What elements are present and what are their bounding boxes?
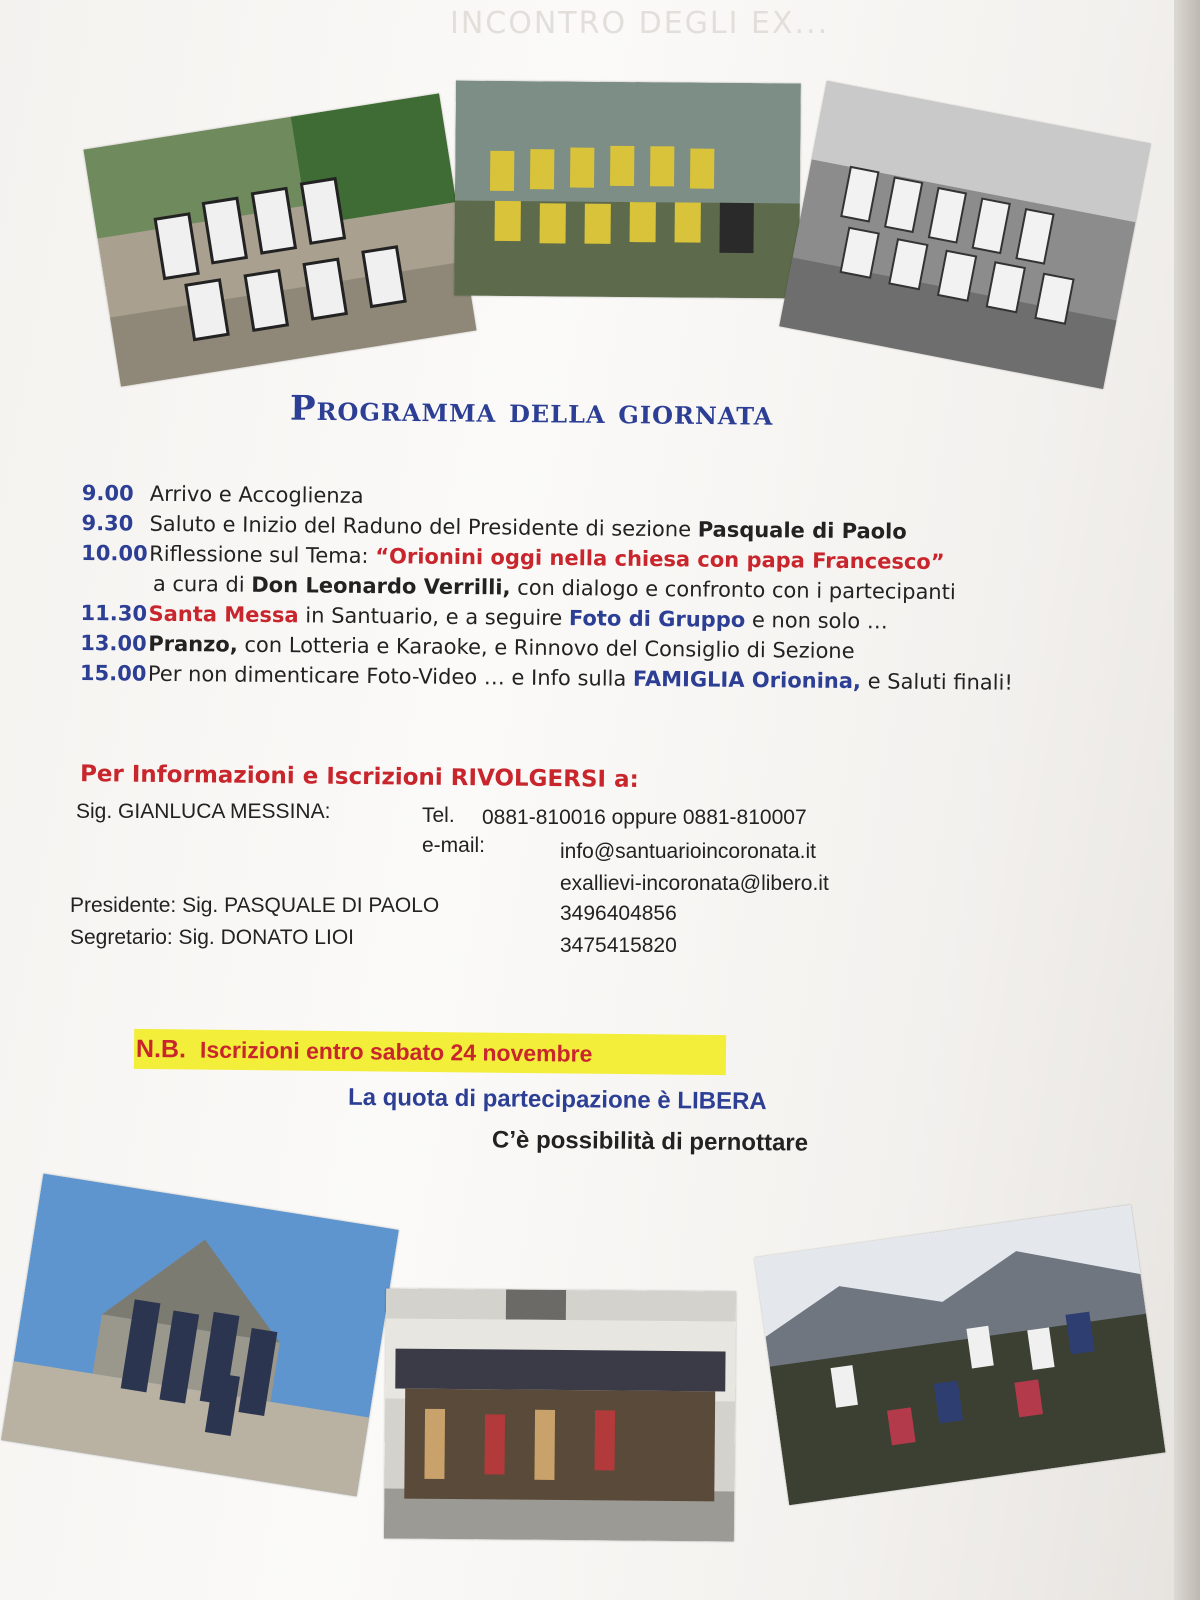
schedule-text: e Saluti finali! xyxy=(860,669,1013,695)
schedule-time: 9.30 xyxy=(81,510,134,536)
photo-group-church xyxy=(1,1174,399,1497)
schedule-time: 10.00 xyxy=(81,540,148,566)
schedule-text: con dialogo e confronto con i partecipanti xyxy=(510,575,956,605)
schedule-text: Foto di Gruppo xyxy=(568,606,746,632)
photo-team-yellow xyxy=(454,80,801,298)
ghost-text: INCONTRO DEGLI EX... xyxy=(450,6,830,41)
schedule-list xyxy=(80,478,1092,699)
schedule-time: 13.00 xyxy=(80,630,147,656)
overnight-text: C’è possibilità di pernottare xyxy=(491,1126,809,1157)
nb-text: Iscrizioni entro sabato 24 novembre xyxy=(199,1036,593,1067)
schedule-text: Riflessione sul Tema: xyxy=(149,541,376,569)
tel-label: Tel. xyxy=(422,804,455,827)
schedule-text: Santa Messa xyxy=(148,601,299,628)
president: Presidente: Sig. PASQUALE DI PAOLO xyxy=(70,894,440,917)
registration-notice xyxy=(134,1029,726,1075)
contacts-heading: Per Informazioni e Iscrizioni RIVOLGERSI a: xyxy=(79,761,639,793)
quota-text: La quota di partecipazione è LIBERA xyxy=(347,1083,767,1116)
email-exallievi: exallievi-incoronata@libero.it xyxy=(560,872,829,895)
schedule-text: con Lotteria e Karaoke, e Rinnovo del Consiglio di Sezione xyxy=(237,632,855,664)
schedule-text: Arrivo e Accoglienza xyxy=(149,481,364,508)
president-phone: 3496404856 xyxy=(560,902,677,925)
secretary: Segretario: Sig. DONATO LIOI xyxy=(70,926,354,949)
paper-edge xyxy=(1174,0,1200,1600)
schedule-text: Saluto e Inizio del Raduno del Presidente di sezione xyxy=(149,511,698,542)
schedule-text: in Santuario, e a seguire xyxy=(298,603,570,631)
schedule-time: 9.00 xyxy=(81,480,134,506)
nb-label: N.B. xyxy=(135,1034,187,1064)
schedule-text: Per non dimenticare Foto-Video … e Info sulla xyxy=(147,661,634,691)
email-info: info@santuarioincoronata.it xyxy=(560,840,816,863)
schedule-time: 11.30 xyxy=(80,600,148,626)
schedule-text: e non solo … xyxy=(745,607,888,634)
schedule-text: Pranzo, xyxy=(148,631,238,657)
schedule-text: a cura di xyxy=(152,571,252,597)
photo-group-building xyxy=(384,1288,736,1541)
schedule-text: FAMIGLIA Orionina, xyxy=(632,666,862,694)
page-title: Programma della giornata xyxy=(289,388,774,434)
tel-value: 0881-810016 oppure 0881-810007 xyxy=(482,806,807,829)
schedule-time: 15.00 xyxy=(79,660,147,686)
schedule-text: “Orionini oggi nella chiesa con papa Francesco” xyxy=(375,544,945,575)
secretary-phone: 3475415820 xyxy=(560,934,677,957)
schedule-text: Pasquale di Paolo xyxy=(697,517,907,544)
schedule-text: Don Leonardo Verrilli, xyxy=(251,572,511,600)
contact-name: Sig. GIANLUCA MESSINA: xyxy=(76,800,331,823)
photo-group-mountains xyxy=(754,1205,1165,1505)
email-label: e-mail: xyxy=(422,834,486,857)
